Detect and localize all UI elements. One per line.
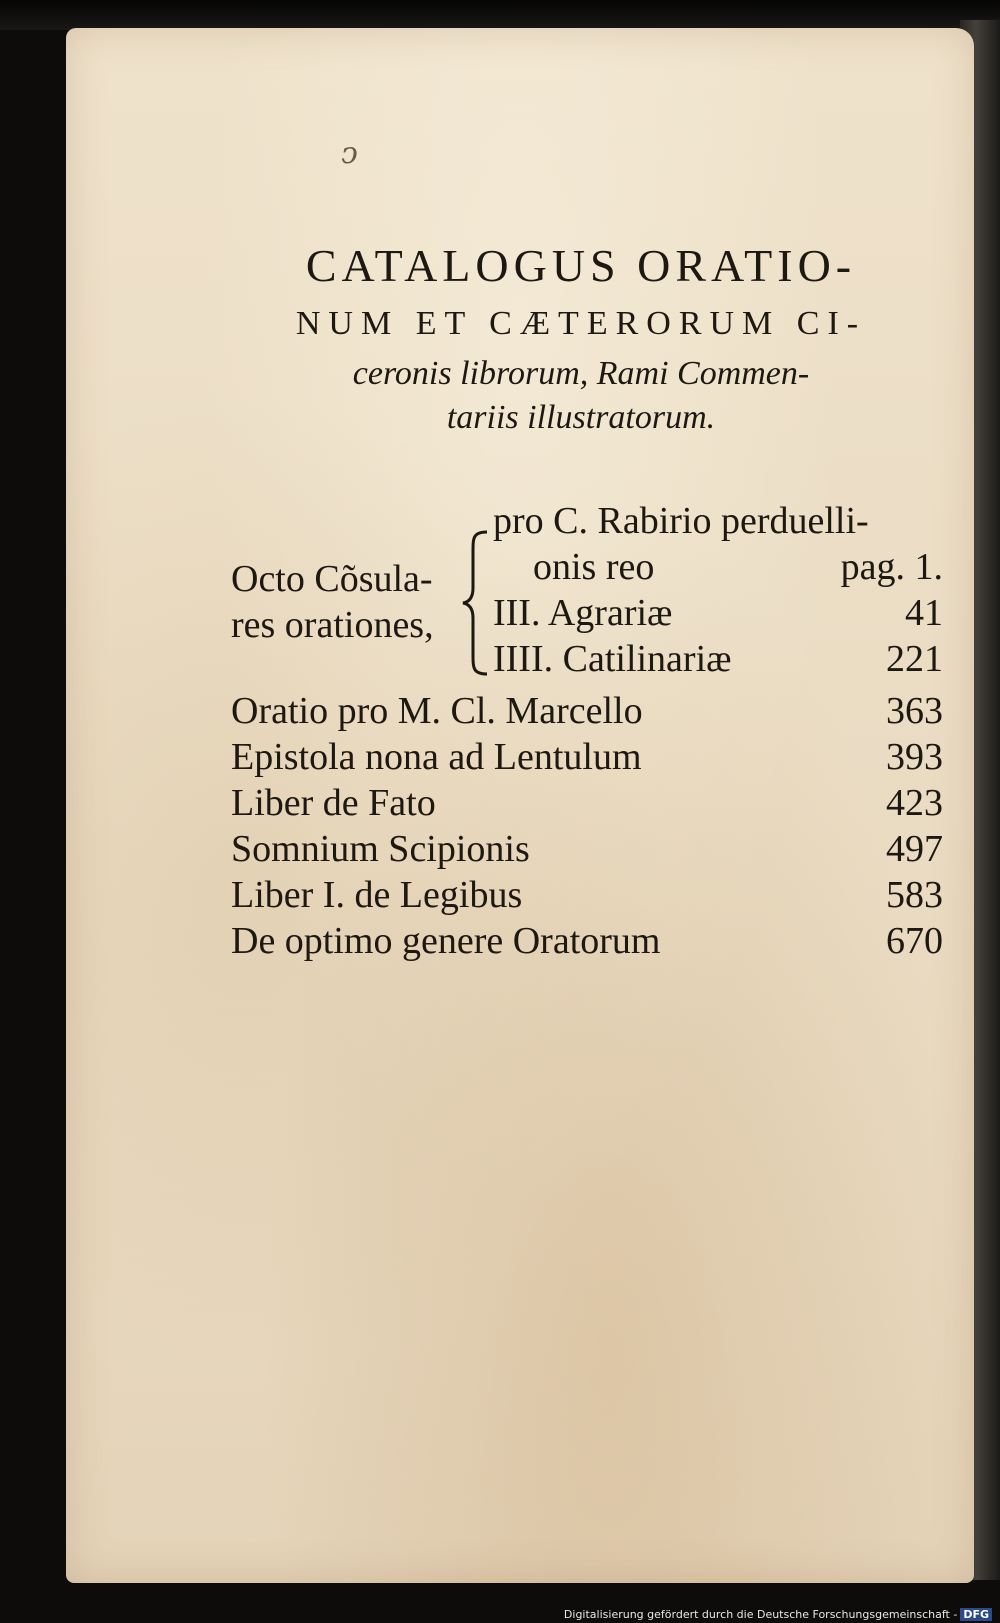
toc-entry-page: 423 — [886, 782, 943, 824]
toc-entry — [231, 780, 943, 826]
toc-sub-text: pro C. Rabirio perduelli- — [493, 500, 869, 542]
page-title — [236, 236, 926, 440]
toc-sub-text: onis reo — [533, 546, 655, 588]
toc-sub-page: pag. 1. — [840, 546, 943, 588]
toc-sub-item — [493, 636, 943, 682]
toc-entry — [231, 872, 943, 918]
toc-entry-text: Liber I. de Legibus — [231, 874, 523, 916]
toc-sub-text: IIII. Catilinariæ — [493, 638, 732, 680]
toc-entry-text: De optimo genere Oratorum — [231, 920, 661, 962]
dfg-logo: DFG — [960, 1608, 992, 1621]
toc-entry — [231, 688, 943, 734]
toc-entry-text: Epistola nona ad Lentulum — [231, 736, 642, 778]
toc-sub-page: 41 — [905, 592, 943, 634]
digitization-credit — [564, 1608, 992, 1621]
toc-sub-item — [493, 498, 943, 544]
toc-group-consular — [231, 498, 943, 688]
toc-entry-page: 583 — [886, 874, 943, 916]
title-line-4: tariis illustratorum. — [446, 399, 716, 436]
toc-sub-page: 221 — [886, 638, 943, 680]
toc-entry-page: 497 — [886, 828, 943, 870]
toc-entry-text: Somnium Scipionis — [231, 828, 530, 870]
toc-entry-text: Liber de Fato — [231, 782, 436, 824]
curly-brace-icon — [461, 528, 491, 678]
toc-entry — [231, 826, 943, 872]
toc-sub-item — [493, 590, 943, 636]
toc-entry — [231, 918, 943, 964]
group-label-line-2: res orationes, — [231, 604, 434, 646]
title-line-2: NUM ET CÆTERORUM CI- — [295, 305, 867, 342]
group-label — [231, 556, 471, 648]
toc-entry-page: 393 — [886, 736, 943, 778]
toc-sub-item — [493, 544, 943, 590]
handwritten-mark: ↄ — [341, 136, 358, 171]
table-of-contents — [231, 498, 943, 964]
credit-text: Digitalisierung gefördert durch die Deutsche Forschungsgemeinschaft - — [563, 1608, 958, 1621]
book-page — [66, 28, 974, 1583]
toc-sub-text: III. Agrariæ — [493, 592, 673, 634]
toc-entry-page: 363 — [886, 690, 943, 732]
group-label-line-1: Octo Cõsula- — [231, 558, 433, 600]
toc-entry — [231, 734, 943, 780]
title-line-1: CATALOGUS ORATIO- — [305, 240, 857, 291]
toc-entry-text: Oratio pro M. Cl. Marcello — [231, 690, 643, 732]
title-line-3: ceronis librorum, Rami Commen- — [352, 355, 810, 392]
scan-top-edge — [0, 0, 1000, 30]
toc-entry-page: 670 — [886, 920, 943, 962]
